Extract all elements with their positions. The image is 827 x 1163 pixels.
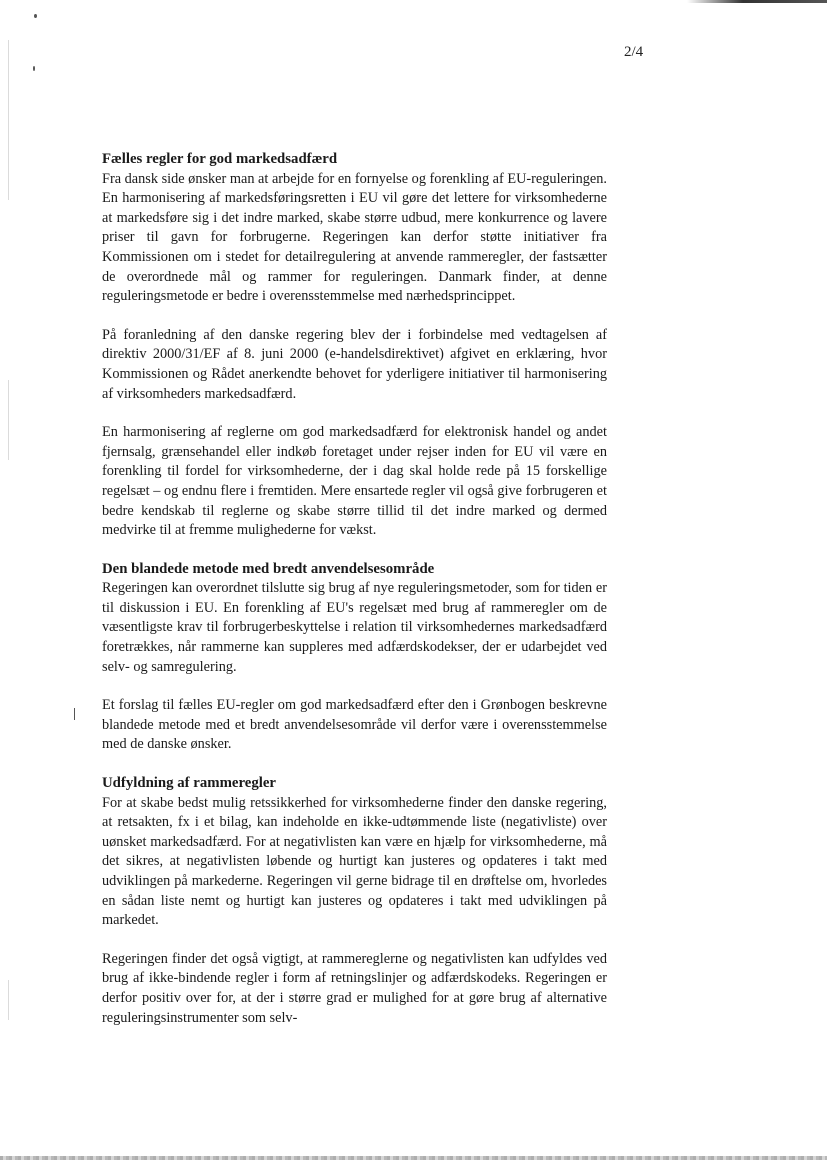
- scan-edge-bottom: [0, 1156, 827, 1160]
- page-number: 2/4: [624, 44, 644, 60]
- section-udfyldning: [102, 774, 607, 1028]
- document-body: [102, 150, 607, 1028]
- section-blandede-metode: [102, 560, 607, 755]
- paragraph: Regeringen kan overordnet tilslutte sig brug af nye reguleringsmetoder, som for tiden er til diskussion i EU. En forenkling af EU's regelsæt med brug af rammeregler om de væsentligste krav til forbrugerbeskyttelse i relation til virksomhedernes markedsadfærd foretrækkes, når rammerne kan suppleres med adfærdskodekser, der er udarbejdet ved selv- og samregulering.: [102, 580, 607, 675]
- paragraph: En harmonisering af reglerne om god markedsadfærd for elektronisk handel og andet fjernsalg, grænsehandel eller indkøb foretaget under rejser inden for EU vil være en forenkling til fordel for virksomhederne, der i dag skal holde rede på 15 forskellige regelsæt – og endnu flere i fremtiden. Mere ensartede regler vil også give forbrugeren et bedre kendskab til reglerne og skabe større tillid til det indre marked og dermed medvirke til at fremme mulighederne for vækst.: [102, 424, 607, 539]
- scan-speck: [74, 708, 75, 720]
- section-heading: Den blandede metode med bredt anvendelsesområde: [102, 560, 435, 577]
- paragraph: For at skabe bedst mulig retssikkerhed for virksomhederne finder den danske regering, at retsakten, fx i et bilag, kan indeholde en ikke-udtømmende liste (negativliste) over uønsket markedsadfærd. For at negativlisten kan være en hjælp for virksomhederne, må det sikres, at negativlisten løbende og hurtigt kan justeres og opdateres i takt med udviklingen på markederne. Regeringen vil gerne bidrage til en drøftelse om, hvorledes en sådan liste nemt og hurtigt kan justeres og opdateres i takt med udviklingen på markedet.: [102, 794, 607, 929]
- scan-margin-line: [8, 40, 9, 200]
- scan-edge-top: [687, 0, 827, 3]
- scan-margin-line: [8, 980, 9, 1020]
- paragraph: På foranledning af den danske regering blev der i forbindelse med vedtagelsen af direktiv 2000/31/EF af 8. juni 2000 (e-handelsdirektivet) afgivet en erklæring, hvor Kommissionen og Rådet anerkendte behovet for yderligere initiativer til harmonisering af virksomheders markedsadfærd.: [102, 326, 607, 402]
- paragraph: Et forslag til fælles EU-regler om god markedsadfærd efter den i Grønbogen beskrevne blandede metode med et bredt anvendelsesområde vil derfor være i overensstemmelse med de danske ønsker.: [102, 697, 607, 753]
- scan-speck: [33, 66, 35, 71]
- paragraph: Regeringen finder det også vigtigt, at rammereglerne og negativlisten kan udfyldes ved brug af ikke-bindende regler i form af retningslinjer og adfærdskodeks. Regeringen er derfor positiv over for, at der i større grad er mulighed for at gøre brug af alternative reguleringsinstrumenter som selv-: [102, 950, 607, 1026]
- scan-margin-line: [8, 380, 9, 460]
- section-heading: Udfyldning af rammeregler: [102, 775, 276, 792]
- section-faelles-regler: [102, 150, 607, 541]
- scan-speck: [34, 14, 37, 18]
- paragraph: Fra dansk side ønsker man at arbejde for en fornyelse og forenkling af EU-reguleringen. En harmonisering af markedsføringsretten i EU vil gøre det lettere for virksomhederne at markedsføre sig i det indre marked, skabe større udbud, mere konkurrence og lavere priser til gavn for forbrugerne. Regeringen kan derfor støtte initiativer fra Kommissionen om i stedet for detailregulering at anvende rammeregler, der fastsætter de overordnede mål og rammer for reguleringen. Danmark finder, at denne reguleringsmetode er bedre i overensstemmelse med nærhedsprincippet.: [102, 170, 607, 305]
- section-heading: Fælles regler for god markedsadfærd: [102, 151, 338, 167]
